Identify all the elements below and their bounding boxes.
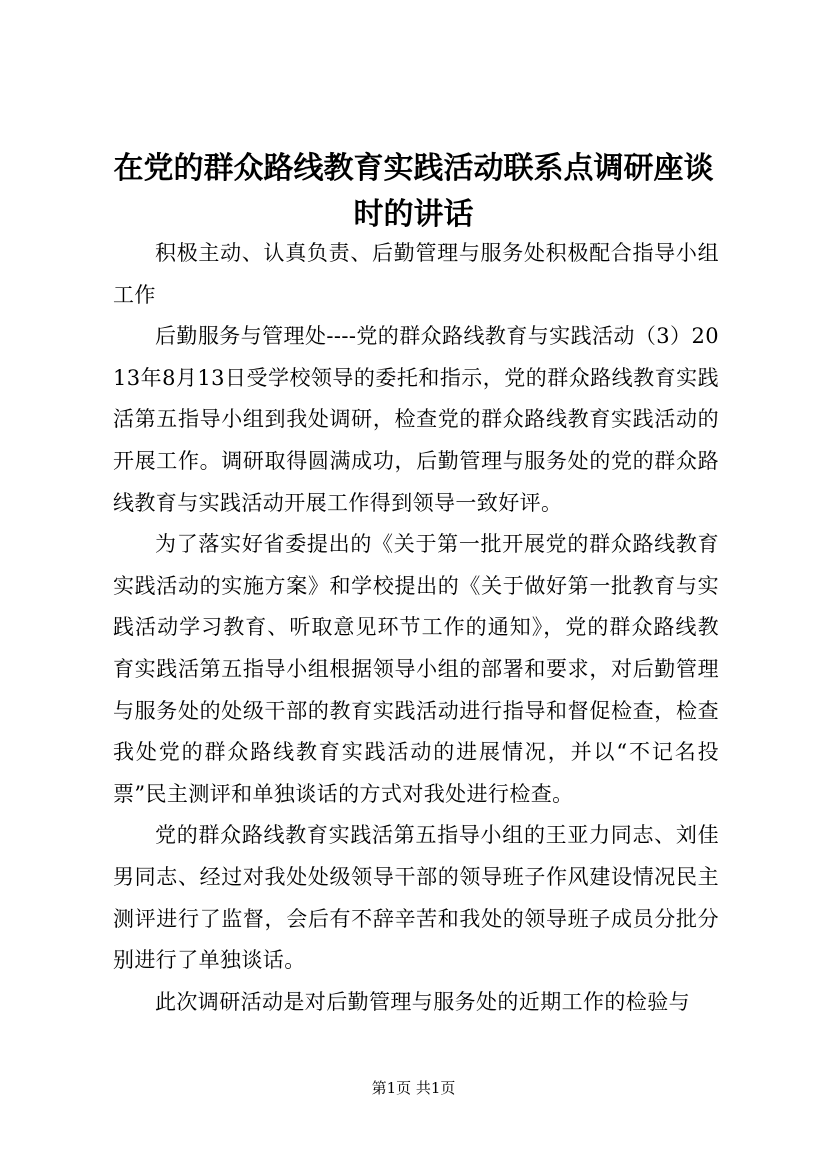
paragraph-3: 为了落实好省委提出的《关于第一批开展党的群众路线教育实践活动的实施方案》和学校提出的《关于做好第一批教育与实践活动学习教育、听取意见环节工作的通知》，党的群众路线教育实践活第五指导小组根据领导小组的部署和要求，对后勤管理与服务处的处级干部的教育实践活动进行指导和督促检查，检查我处党的群众路线教育实践活动的进展情况，并以“不记名投票”民主测评和单独谈话的方式对我处进行检查。 [113, 532, 719, 806]
paragraph-2: 后勤服务与管理处----党的群众路线教育与实践活动（3）2013年8月13日受学校领导的委托和指示，党的群众路线教育实践活第五指导小组到我处调研，检查党的群众路线教育实践活动的开展工作。调研取得圆满成功，后勤管理与服务处的党的群众路线教育与实践活动开展工作得到领导一致好评。 [113, 324, 719, 515]
page-footer: 第1页 共1页 [371, 1079, 456, 1097]
paragraph-4: 党的群众路线教育实践活第五指导小组的王亚力同志、刘佳男同志、经过对我处处级领导干部的领导班子作风建设情况民主测评进行了监督，会后有不辞辛苦和我处的领导班子成员分批分别进行了单独谈话。 [113, 823, 719, 973]
paragraph-1: 积极主动、认真负责、后勤管理与服务处积极配合指导小组工作 [113, 241, 719, 307]
document-title: 在党的群众路线教育实践活动联系点调研座谈时的讲话 [113, 151, 714, 232]
document-body [113, 233, 719, 1023]
paragraph-5: 此次调研活动是对后勤管理与服务处的近期工作的检验与 [155, 989, 690, 1014]
